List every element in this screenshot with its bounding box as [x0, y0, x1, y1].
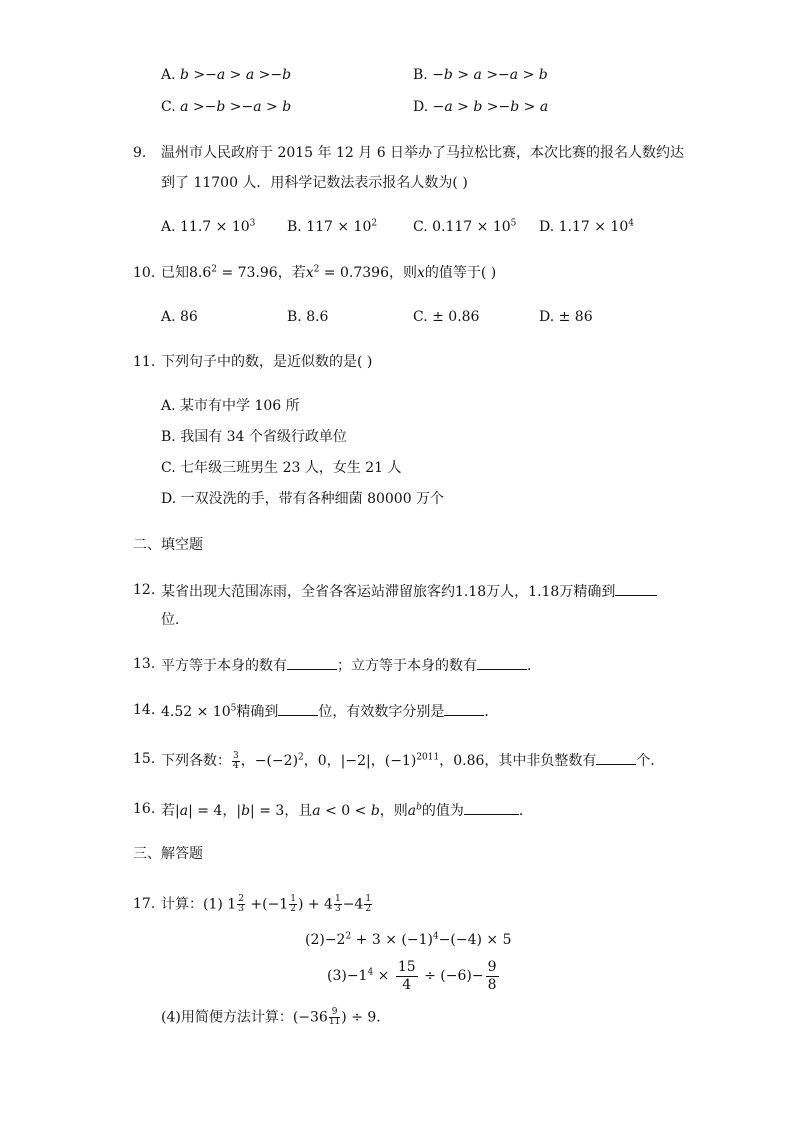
q11-option-b: B. 我国有 34 个省级行政单位: [161, 429, 347, 445]
q17-part2: $(2)-2^2 + 3 \times (-1)^4-(-4) \times 5$: [305, 931, 512, 948]
q10-option-c: C. ± 0.86: [413, 309, 480, 325]
q11-stem: 下列句子中的数，是近似数的是( ): [161, 354, 373, 370]
q16-blank[interactable]: [464, 800, 519, 815]
q8-option-b: B. −b > a >−a > b: [413, 67, 548, 83]
q16-stem: 若|a| = 4，|b| = 3，且a < 0 < b，则$a^b$的值为 ．: [161, 800, 533, 820]
q12-stem-line1: 某省出现大范围冻雨，全省各客运站滞留旅客约1.18万人，1.18万精确到: [161, 581, 657, 601]
q8-option-a: A. b >−a > a >−b: [161, 67, 292, 83]
q10-option-a: A. 86: [161, 309, 198, 325]
q17-part3: $(3)-1^4$ × $\frac{15}{4}$ ÷ (−6)− $\frac{9}{8}$: [327, 958, 497, 993]
q9-stem-line1: 温州市人民政府于 2015 年 12 月 6 日举办了马拉松比赛，本次比赛的报名人数约达: [161, 145, 685, 161]
q11-option-d: D. 一双没洗的手，带有各种细菌 80000 万个: [161, 491, 445, 507]
q9-option-a: A. $11.7 \times 10^3$: [161, 218, 256, 235]
q8-option-c: C. a >−b >−a > b: [161, 99, 292, 115]
q8-option-d: D. −a > b >−b > a: [413, 99, 549, 115]
q9-stem-line2: 到了 11700 人．用科学记数法表示报名人数为( ): [161, 175, 468, 191]
q15-blank[interactable]: [596, 750, 636, 765]
section-fill-in-title: 二、填空题: [133, 537, 203, 553]
q13-number: 13.: [133, 656, 156, 672]
q15-stem: 下列各数： $\frac{3}{4}$ ，$-(-2)^2$，0，|−2|，$(-1)^{2011}$，0.86，其中非负整数有 个．: [161, 750, 665, 771]
section-solve-title: 三、解答题: [133, 846, 203, 862]
q14-stem: $4.52 \times 10^5$精确到 位，有效数字分别是 ．: [161, 701, 498, 721]
q11-option-a: A. 某市有中学 106 所: [161, 398, 300, 414]
q10-stem: 已知$8.6^2 = 73.96$，若$x^2 = 0.7396$，则x的值等于( ): [161, 264, 497, 281]
q17-number: 17.: [133, 896, 156, 912]
q9-option-d: D. $1.17 \times 10^4$: [539, 218, 634, 235]
q12-number: 12.: [133, 582, 156, 598]
q15-fraction: $\frac{3}{4}$: [233, 750, 239, 771]
q10-option-d: D. ± 86: [539, 309, 593, 325]
q9-number: 9.: [133, 145, 147, 161]
q13-blank-1[interactable]: [287, 655, 337, 670]
q14-blank-2[interactable]: [444, 701, 484, 716]
q16-number: 16.: [133, 801, 156, 817]
q10-option-b: B. 8.6: [287, 309, 329, 325]
q12-blank[interactable]: [615, 581, 657, 596]
q13-blank-2[interactable]: [477, 655, 527, 670]
q10-number: 10.: [133, 265, 156, 281]
q9-option-b: B. $117 \times 10^2$: [287, 218, 378, 235]
q11-option-c: C. 七年级三班男生 23 人，女生 21 人: [161, 460, 402, 476]
q14-blank-1[interactable]: [278, 701, 318, 716]
q17-part1: 计算：(1) 1 $\frac{2}{3}$ +(−1 $\frac{1}{2}$ ) + 4 $\frac{1}{3}$ −4 $\frac{1}{2}$: [161, 894, 372, 914]
q12-stem-line2: 位．: [161, 612, 189, 628]
q13-stem: 平方等于本身的数有 ；立方等于本身的数有 ．: [161, 655, 541, 675]
q9-option-c: C. $0.117 \times 10^5$: [413, 218, 517, 235]
q14-number: 14.: [133, 702, 156, 718]
q15-number: 15.: [133, 751, 156, 767]
q17-part4: (4)用简便方法计算：(−36 $\frac{9}{11}$ ) ÷ 9．: [161, 1007, 391, 1027]
q11-number: 11.: [133, 354, 156, 370]
